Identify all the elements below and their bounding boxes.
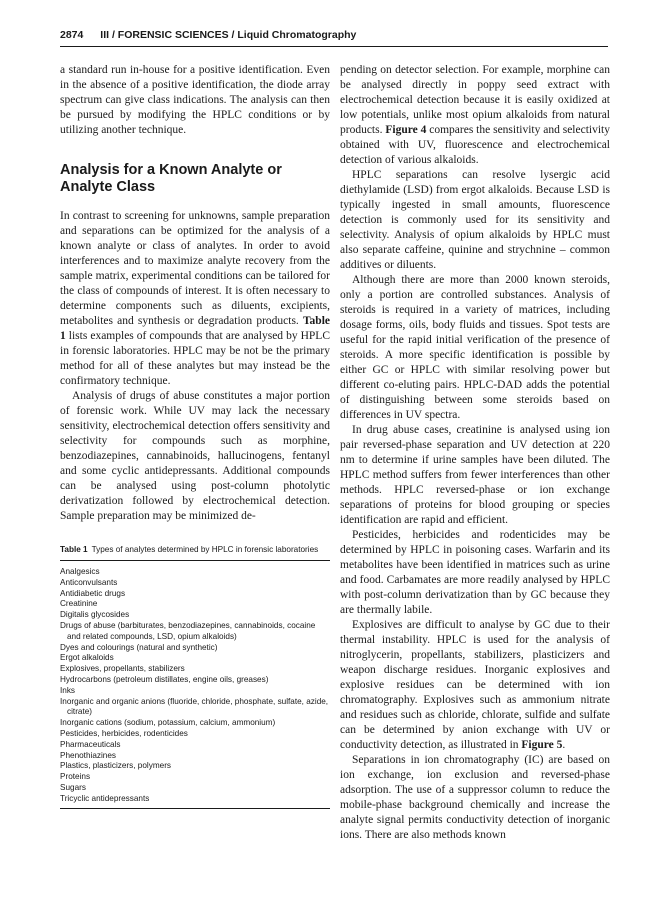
page-number: 2874 [60, 29, 84, 41]
table-row: Antidiabetic drugs [60, 588, 126, 598]
table-row: Anticonvulsants [60, 577, 118, 587]
section-heading: Analysis for a Known Analyte or Analyte Class [60, 162, 282, 195]
table-bottom-rule [60, 808, 330, 809]
right-column [340, 63, 610, 843]
right-paragraph-4: In drug abuse cases, creatinine is analysed using ion pair reversed-phase separation and UV detection at 220 nm to determine if urine samples have been diluted. The HPLC method suffers from fewer interferences than other methods. HPLC reversed-phase or ion exchange separations of proteins for blood grouping or species identification are rapid and efficient. [340, 424, 610, 526]
table-row: Pesticides, herbicides, rodenticides [60, 728, 188, 738]
table-row: Dyes and colourings (natural and synthetic) [60, 642, 218, 652]
table-caption [60, 544, 330, 555]
text-run: Explosives are difficult to analyse by GC due to their thermal instability. HPLC is used for the analysis of nitroglycerin, propellants, stabilizers, plasticizers and weapon discharge residues. Inorganic explosives and explosive residues can be determined with ion chromatography. Explosives such as ammonium nitrate and residues such as chloride, chlorate, sulfide and sulfate can be determined by anion exchange with UV or conductivity detection, as illustrated in [340, 619, 610, 751]
right-paragraph-7: Separations in ion chromatography (IC) are based on ion exchange, ion exclusion and reversed-phase adsorption. The use of a suppressor column to reduce the mobile-phase background chemically and increase the analyte signal permits conductivity detection of inorganic ions. There are also methods known [340, 754, 610, 841]
right-paragraph-5: Pesticides, herbicides and rodenticides may be determined by HPLC in poisoning cases. Warfarin and its metabolites have been identified in matrices such as urine and food. Carbamates are more readily analysed by HPLC with post-column derivatization than by GC because they are thermally labile. [340, 529, 610, 616]
table-row: Creatinine [60, 599, 98, 609]
text-run: lists examples of compounds that are analysed by HPLC in forensic laboratories. HPLC may be not be the primary method for all of these analytes but may instead be the confirmatory technique. [60, 330, 330, 387]
left-column [60, 63, 330, 809]
text-run: . [562, 739, 566, 751]
left-paragraph-2: Analysis of drugs of abuse constitutes a major portion of forensic work. While UV may lack the necessary sensitivity, electrochemical detection offers sensitivity and selectivity for compounds such as morphine, benzodiazepines, cannabinoids, hallucinogens, fentanyl and some cyclic antidepressants. Additional compounds can be analysed using post-column photolytic derivatization followed by electrochemical detection. Sample preparation may be minimized de- [60, 390, 330, 522]
table-row: Inorganic and organic anions (fluoride, chloride, phosphate, sulfate, azide, citrate) [60, 696, 329, 717]
table-1 [60, 544, 330, 809]
text-run: pending on detector selection. For example, morphine can be analysed directly in poppy seed extract with electrochemical detection because it is easily oxidized at low potentials, unlike most opium alkaloids from natural products. [340, 64, 610, 136]
running-title: III / FORENSIC SCIENCES / Liquid Chromatography [100, 29, 357, 41]
right-paragraph-2: HPLC separations can resolve lysergic acid diethylamide (LSD) from ergot alkaloids. Because LSD is typically ingested in small amounts, fluorescence detection is commonly used for its sensitivity and selectivity. Analysis of opium alkaloids by HPLC must also separate caffeine, quinine and strychnine – common additives or diluents. [340, 169, 610, 271]
table-row: Hydrocarbons (petroleum distillates, engine oils, greases) [60, 674, 269, 684]
right-paragraph-1 [340, 63, 610, 168]
left-paragraph-1 [60, 209, 330, 389]
table-row: Explosives, propellants, stabilizers [60, 664, 185, 674]
table-row: Digitalis glycosides [60, 610, 130, 620]
text-run: compares the sensitivity and selectivity obtained with UV, fluorescence and electrochemical detection of various alkaloids. [340, 124, 610, 166]
header-rule [60, 46, 608, 47]
table-row: Sugars [60, 782, 86, 792]
table-label: Table 1 [60, 545, 88, 554]
table-row: Analgesics [60, 567, 100, 576]
table-row: Tricyclic antidepressants [60, 793, 150, 803]
text-run: In contrast to screening for unknowns, sample preparation and separations can be optimized for the analysis of a known analyte or class of analytes. In order to avoid interferences and to maximize analyte recovery from the sample matrix, experimental conditions can be tailored for the class of compounds of interest. It is often necessary to determine components such as diluents, excipients, metabolites and synthesis or degradation products. [60, 210, 330, 327]
table-row: Inorganic cations (sodium, potassium, calcium, ammonium) [60, 718, 276, 728]
table-caption-text: Types of analytes determined by HPLC in forensic laboratories [91, 545, 319, 554]
table-top-rule [60, 560, 330, 561]
right-paragraph-6 [340, 618, 610, 753]
figure-5-reference: Figure 5 [521, 739, 563, 751]
table-row: Ergot alkaloids [60, 653, 114, 663]
table-row: Plastics, plasticizers, polymers [60, 761, 172, 771]
figure-4-reference: Figure 4 [385, 124, 427, 136]
table-rows [60, 567, 330, 805]
intro-paragraph: a standard run in-house for a positive identification. Even in the absence of a positive identification, the diode array spectrum can give class indications. The analysis can then be pursued by modifying the HPLC conditions or by utilizing another technique. [60, 64, 330, 136]
right-paragraph-3: Although there are more than 2000 known steroids, only a portion are controlled substances. Analysis of steroids is required in a variety of matrices, including dosage forms, oils, body fluids and tissues. Spot tests are useful for the rapid initial verification of the presence of steroids. A more specific identification is possible by either GC or HPLC with similar resolving power but different co-eluting pairs. HPLC-DAD adds the potential of distinguishing between some steroids based on differences in UV spectra. [340, 274, 610, 421]
table-row: Proteins [60, 772, 91, 782]
running-head [60, 29, 608, 45]
table-1-reference: Table 1 [60, 315, 330, 342]
table-row: Phenothiazines [60, 750, 116, 760]
table-row: Drugs of abuse (barbiturates, benzodiazepines, cannabinoids, cocaine and related compounds, LSD, opium alkaloids) [60, 620, 316, 641]
table-row: Inks [60, 685, 76, 695]
table-row: Pharmaceuticals [60, 739, 121, 749]
